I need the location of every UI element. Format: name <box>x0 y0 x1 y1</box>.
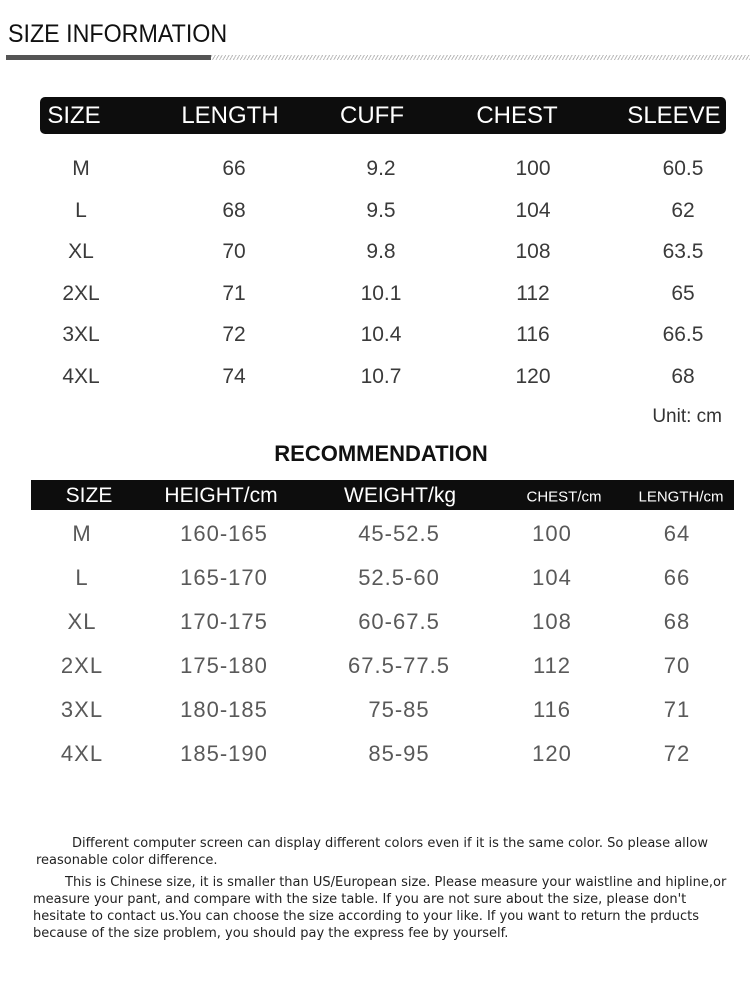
recommendation-row-cell: 71 <box>663 697 691 722</box>
size-table-row-cell: 68 <box>671 365 695 388</box>
size-table-row-cell: 10.4 <box>360 323 402 347</box>
recommendation-header-cell: SIZE <box>65 484 113 507</box>
recommendation-header-cell: CHEST/cm <box>526 488 602 506</box>
recommendation-row-cell: 175-180 <box>180 653 268 678</box>
recommendation-row-cell: 72 <box>663 741 691 766</box>
recommendation-row-cell: 4XL <box>60 741 104 766</box>
recommendation-row-cell: 60-67.5 <box>358 609 440 634</box>
size-table-row-cell: 4XL <box>62 365 100 388</box>
size-table-row-cell: 66.5 <box>662 323 704 347</box>
unit-label: Unit: cm <box>652 406 722 427</box>
title-underline <box>6 55 750 60</box>
recommendation-row-cell: 116 <box>532 697 572 722</box>
recommendation-table-header <box>31 480 734 510</box>
size-table-row-cell: 3XL <box>62 323 100 347</box>
recommendation-row-cell: 64 <box>663 521 691 546</box>
page-title: SIZE INFORMATION <box>8 20 228 48</box>
recommendation-row-cell: M <box>72 521 92 546</box>
recommendation-row-cell: 75-85 <box>368 697 430 722</box>
size-table-header-cell: CHEST <box>476 102 558 129</box>
size-table-header-cell: SLEEVE <box>627 102 721 129</box>
recommendation-row-cell: 68 <box>663 609 691 634</box>
size-table-row-cell: 120 <box>515 365 551 388</box>
size-table-row-cell: 72 <box>222 323 246 347</box>
size-table-row-cell: 9.8 <box>366 240 396 264</box>
recommendation-row-cell: 3XL <box>60 697 104 722</box>
size-table-row-cell: 63.5 <box>662 240 704 264</box>
recommendation-header-cell: WEIGHT/kg <box>343 484 457 507</box>
recommendation-header-cell: HEIGHT/cm <box>164 484 278 507</box>
recommendation-row-cell: 70 <box>663 653 691 678</box>
recommendation-row-cell: 85-95 <box>368 741 430 766</box>
recommendation-row-cell: 165-170 <box>180 565 268 590</box>
size-table-row-cell: 65 <box>671 281 695 305</box>
size-table-row-cell: 74 <box>222 365 246 388</box>
size-table-row-cell: L <box>75 198 87 222</box>
recommendation-row-cell: XL <box>67 609 97 634</box>
recommendation-header-cell: LENGTH/cm <box>638 488 724 506</box>
recommendation-row-cell: 185-190 <box>180 741 268 766</box>
recommendation-row-cell: 2XL <box>60 653 104 678</box>
size-table-header-cell: SIZE <box>47 102 101 129</box>
size-table-row-cell: 10.7 <box>360 365 402 388</box>
size-table-row-cell: 10.1 <box>360 281 402 305</box>
size-table-header-cell: LENGTH <box>181 102 279 129</box>
size-table-row-cell: 60.5 <box>662 157 704 180</box>
size-table-row-cell: 9.5 <box>366 198 396 222</box>
recommendation-row-cell: 170-175 <box>180 609 268 634</box>
size-table-row-cell: XL <box>68 240 94 264</box>
recommendation-row-cell: 67.5-77.5 <box>348 653 450 678</box>
size-table-row-cell: 70 <box>222 240 246 264</box>
size-table-row-cell: 71 <box>222 281 246 305</box>
recommendation-row-cell: 160-165 <box>180 521 268 546</box>
title-underline-solid <box>6 55 211 60</box>
color-difference-note: Different computer screen can display different colors even if it is the same color. So please allow reasonable color difference. <box>36 836 708 868</box>
size-table-row-cell: 104 <box>515 198 551 222</box>
size-table-row-cell: 112 <box>516 281 550 305</box>
size-table-row-cell: 66 <box>222 157 246 180</box>
recommendation-row-cell: 180-185 <box>180 697 268 722</box>
size-table-header-cell: CUFF <box>340 102 404 129</box>
size-table-row-cell: 62 <box>671 198 695 222</box>
title-underline-hatch <box>211 55 750 60</box>
recommendation-row-cell: 52.5-60 <box>358 565 440 590</box>
sizing-note: This is Chinese size, it is smaller than US/European size. Please measure your waistline and hipline,or measure your pant, and compare with the size table. If you are not sure about the size, please don't hesitate to contact us.You can choose the size according to your like. If you want to return the prducts because of the size problem, you should pay the express fee by yourself. <box>33 875 727 941</box>
recommendation-row-cell: 45-52.5 <box>358 521 440 546</box>
size-table-row-cell: M <box>72 157 90 180</box>
size-table-row-cell: 108 <box>515 240 551 264</box>
recommendation-row-cell: 104 <box>532 565 572 590</box>
size-table-row-cell: 100 <box>515 157 551 180</box>
size-table-header <box>40 97 726 134</box>
recommendation-title: RECOMMENDATION <box>274 441 488 466</box>
recommendation-row-cell: 112 <box>532 653 572 678</box>
recommendation-row-cell: 120 <box>532 741 572 766</box>
recommendation-row-cell: 66 <box>663 565 691 590</box>
recommendation-row-cell: 108 <box>532 609 572 634</box>
recommendation-row-cell: 100 <box>532 521 572 546</box>
size-table-row-cell: 2XL <box>62 281 100 305</box>
recommendation-row-cell: L <box>75 565 89 590</box>
size-table-row-cell: 9.2 <box>366 157 396 180</box>
size-table-row-cell: 68 <box>222 198 246 222</box>
size-table-row-cell: 116 <box>516 323 550 347</box>
